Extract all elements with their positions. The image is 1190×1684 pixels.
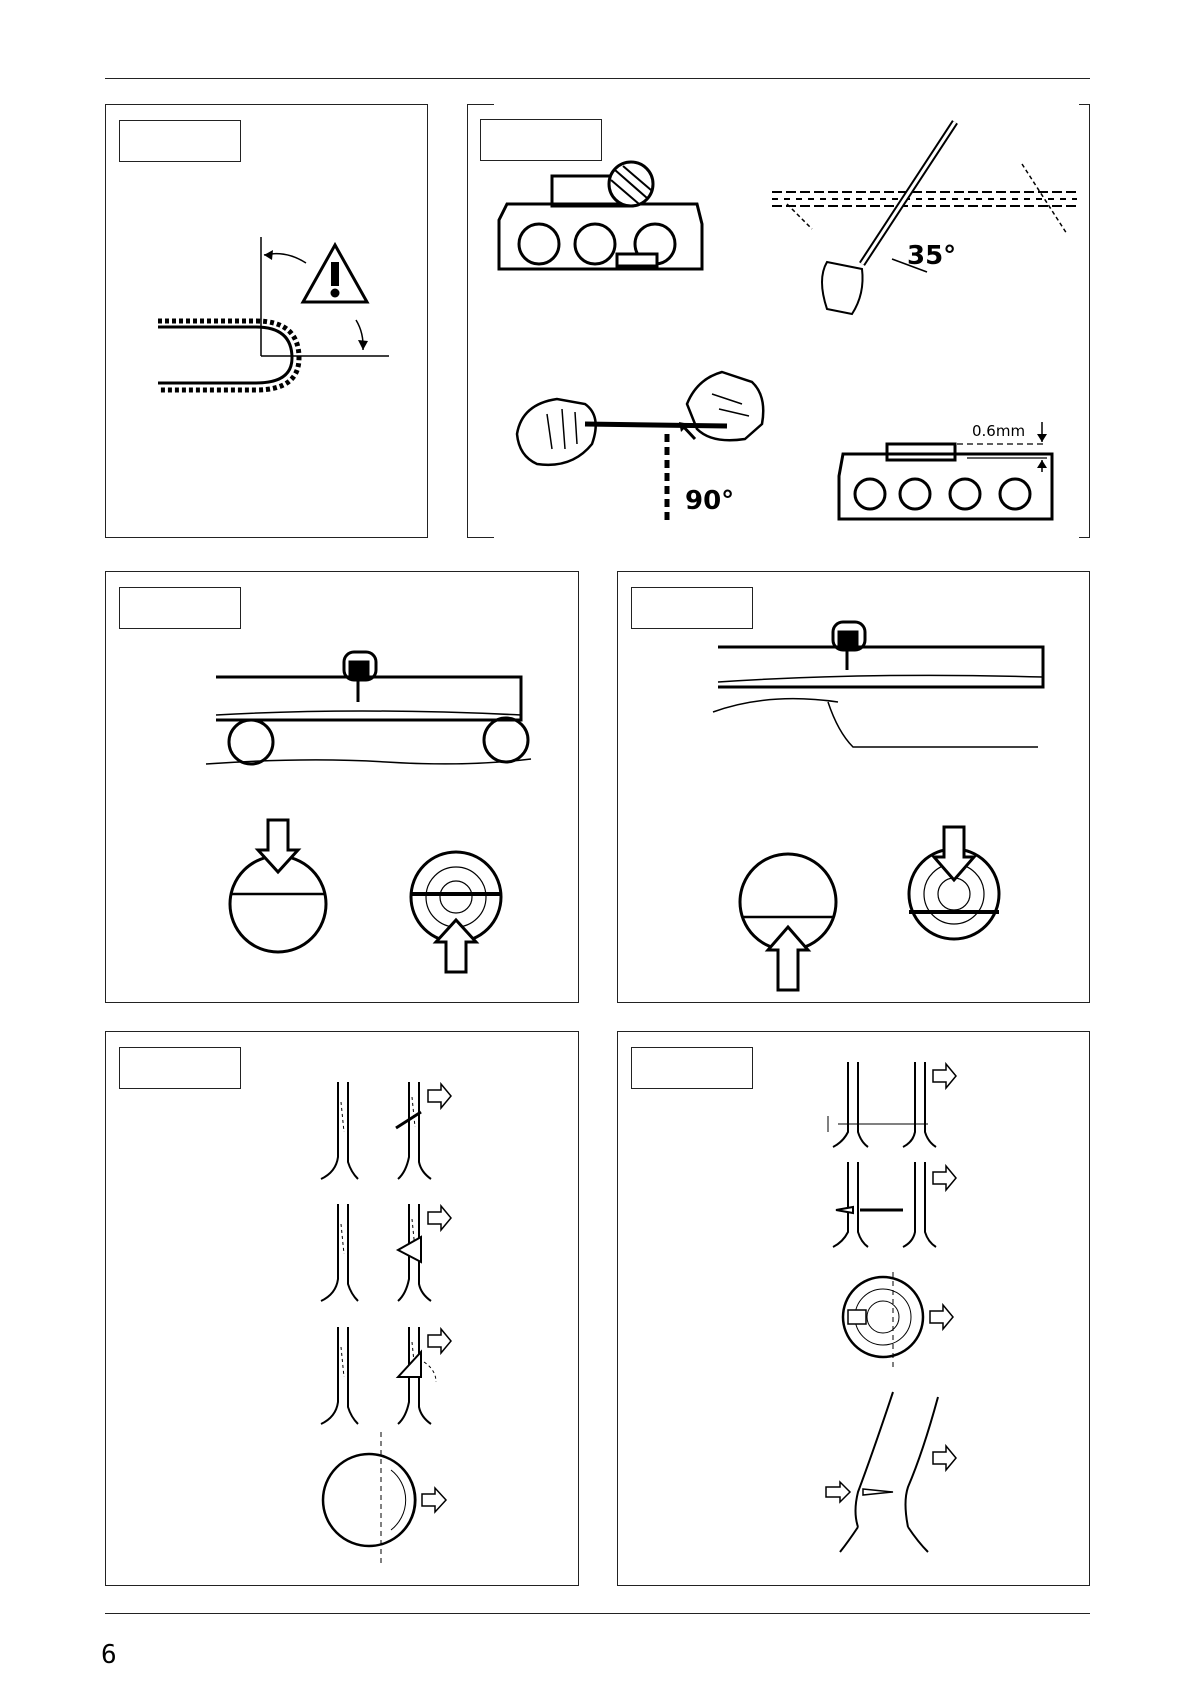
kickback-illustration — [106, 105, 429, 539]
chain-link-with-file — [499, 162, 702, 269]
panel-label-box — [480, 119, 602, 161]
bucking-illustration-a — [106, 572, 580, 1004]
bracket-right — [1079, 104, 1090, 538]
cross-section-top-second — [909, 827, 999, 939]
bottom-rule — [105, 1613, 1090, 1614]
sharpening-illustration — [467, 104, 1090, 538]
angle-90-label: 90° — [685, 486, 735, 516]
depth-gauge-label: 0.6mm — [972, 422, 1026, 440]
felling-notch-illustration — [106, 1032, 580, 1587]
panel-felling-notch — [105, 1031, 579, 1586]
cross-section-top-cut — [230, 820, 326, 952]
file-angle-illustration — [772, 114, 1077, 314]
panel-sharpening — [467, 104, 1090, 538]
bracket-left — [467, 104, 494, 538]
page-number: 6 — [101, 1640, 117, 1670]
stump-top-view — [323, 1432, 446, 1567]
panel-bucking-supported-one-end — [617, 571, 1090, 1003]
fall-direction-arrow-icon — [422, 1488, 446, 1512]
panel-kickback — [105, 104, 428, 538]
cross-section-bottom-first — [740, 854, 836, 990]
warning-triangle-icon — [303, 245, 367, 302]
panel-bucking-supported-ends — [105, 571, 579, 1003]
top-rule — [105, 78, 1090, 79]
angle-35-label: 35° — [907, 241, 957, 271]
bucking-illustration-b — [618, 572, 1091, 1004]
felling-cut-illustration — [618, 1032, 1091, 1587]
panel-felling-cut — [617, 1031, 1090, 1586]
cross-section-bottom-cut — [411, 852, 501, 972]
